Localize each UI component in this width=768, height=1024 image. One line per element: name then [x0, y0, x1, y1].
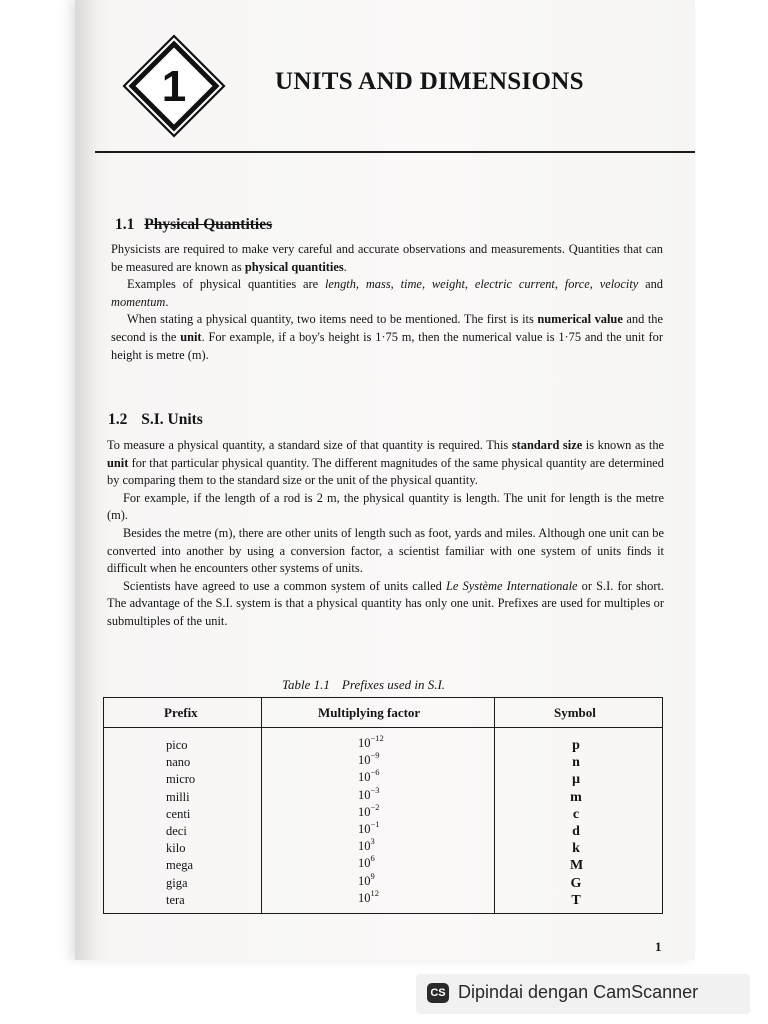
- factor-base: 10: [358, 804, 371, 819]
- text: .: [343, 259, 347, 274]
- table-caption-title: Prefixes used in S.I.: [341, 677, 446, 692]
- symbol-cell: G: [570, 875, 582, 891]
- factor-exponent: −3: [370, 784, 380, 795]
- prefix-cell: centi: [166, 806, 191, 821]
- term-le-systeme: Le Système Internationale: [446, 578, 578, 593]
- chapter-title: UNITS AND DIMENSIONS: [275, 68, 584, 95]
- factor-base: 10: [358, 856, 371, 871]
- paragraph: Examples of physical quantities are length, mass, time, weight, electric current, force, velocity and momentum.: [111, 277, 663, 309]
- text: . For example, if a boy's height is 1·75 m, then the numerical value is 1·75 and the unit for height is metre (m).: [111, 329, 663, 362]
- section-1-1-title: Physical Quantities: [144, 216, 273, 233]
- factor-exponent: −12: [370, 733, 384, 743]
- term-physical-quantities: physical quantities: [244, 259, 344, 274]
- table-divider: [261, 698, 262, 913]
- factor-exponent: 12: [370, 887, 379, 898]
- symbol-cell: T: [571, 892, 581, 908]
- header-multiplying-factor: Multiplying factor: [318, 705, 421, 720]
- header-prefix: Prefix: [164, 705, 198, 720]
- term: length: [324, 277, 356, 292]
- symbol-cell: M: [570, 858, 584, 874]
- table-caption-label: Table 1.1: [282, 677, 330, 692]
- text: When stating a physical quantity, two items need to be mentioned. The first is its: [127, 312, 538, 327]
- symbol-cell: c: [572, 806, 580, 822]
- table-header-rule: [104, 727, 662, 728]
- text: and the second is the: [111, 312, 663, 344]
- prefix-cell: mega: [166, 858, 194, 873]
- factor-exponent: −1: [370, 818, 380, 829]
- header-symbol: Symbol: [554, 705, 596, 720]
- chapter-number-badge: [121, 33, 227, 139]
- factor-base: 10: [358, 787, 371, 802]
- prefix-table: [103, 697, 663, 914]
- factor-exponent: −6: [370, 767, 380, 778]
- text: and: [638, 277, 663, 292]
- symbol-cell: p: [572, 738, 580, 753]
- symbol-cell: k: [572, 841, 580, 857]
- paragraph: For example, if the length of a rod is 2 m, the physical quantity is length. The unit for length is the metre (m).: [107, 490, 664, 523]
- factor-base: 10: [358, 753, 371, 768]
- prefix-column: [166, 737, 195, 909]
- factor-cell: [358, 887, 384, 907]
- factor-exponent: −9: [370, 750, 380, 761]
- camscanner-icon: CS: [427, 983, 449, 1003]
- symbol-cell: m: [570, 789, 582, 805]
- text: is known as the: [582, 438, 665, 452]
- camscanner-watermark: [416, 974, 750, 1014]
- term-unit: unit: [107, 455, 129, 470]
- term: momentum: [111, 294, 166, 309]
- prefix-cell: micro: [166, 772, 196, 787]
- factor-base: 10: [358, 736, 371, 750]
- section-1-2-number: 1.2: [108, 411, 128, 428]
- paragraph: [107, 578, 664, 631]
- term-standard-size: standard size: [511, 438, 583, 452]
- factor-exponent: 3: [370, 836, 375, 847]
- prefix-cell: tera: [166, 892, 185, 907]
- watermark-text: Dipindai dengan CamScanner: [458, 982, 699, 1002]
- text: or S.I. for short. The advantage of the S.I. system is that a physical quantity has only one unit. Prefixes are used for multiples or submultiples of the unit.: [107, 578, 664, 628]
- symbol-cell: n: [572, 755, 580, 771]
- text: To measure a physical quantity, a standard size of that quantity is required. This: [107, 438, 512, 452]
- section-1-1-number: 1.1: [115, 216, 135, 233]
- page-spine-shadow: [75, 0, 97, 960]
- table-divider: [494, 698, 495, 913]
- paragraph: [111, 311, 663, 364]
- section-1-2-title: S.I. Units: [141, 411, 203, 428]
- factor-base: 10: [358, 770, 371, 785]
- term-unit: unit: [180, 329, 202, 344]
- prefix-cell: giga: [166, 875, 188, 890]
- factor-base: 10: [358, 839, 371, 854]
- symbol-cell: µ: [571, 772, 581, 788]
- factor-exponent: 6: [370, 853, 375, 864]
- text: Examples of physical quantities are: [127, 277, 325, 292]
- diamond-icon: [121, 33, 227, 139]
- text: Scientists have agreed to use a common system of units called: [123, 578, 447, 593]
- factor-column: [358, 735, 384, 907]
- prefix-cell: pico: [166, 738, 188, 752]
- section-1-2-body: [107, 437, 664, 631]
- term: electric current: [474, 277, 555, 292]
- factor-exponent: 9: [370, 870, 375, 881]
- prefix-cell: kilo: [166, 841, 186, 856]
- symbol-column: [570, 737, 582, 909]
- term: velocity: [599, 277, 639, 292]
- factor-exponent: −2: [370, 801, 380, 812]
- text: .: [165, 294, 169, 309]
- header-rule: [95, 151, 695, 153]
- text: Physicists are required to make very careful and accurate observations and measurements. Quantities that can be measured are known as: [111, 242, 663, 274]
- prefix-cell: milli: [166, 789, 190, 804]
- section-1-1-heading: [115, 216, 272, 234]
- section-1-1-body: [111, 241, 663, 364]
- paragraph: [111, 241, 663, 276]
- factor-base: 10: [358, 890, 371, 905]
- factor-base: 10: [358, 873, 371, 888]
- term: force: [564, 277, 590, 292]
- symbol-cell: d: [572, 823, 580, 839]
- paragraph: Besides the metre (m), there are other units of length such as foot, yards and miles. Although one unit can be converted into another by using a conversion factor, a scientist familiar with one system of units finds it difficult when he encounters other systems of units.: [107, 525, 664, 576]
- term: weight: [431, 277, 465, 292]
- prefix-cell: nano: [166, 755, 191, 770]
- section-1-2-heading: [108, 411, 203, 429]
- prefix-cell: deci: [166, 823, 187, 838]
- table-caption: [282, 677, 445, 693]
- term: time: [400, 277, 422, 292]
- term: mass: [365, 277, 391, 292]
- text: for that particular physical quantity. The different magnitudes of the same physical quantity are determined by comparing them to the standard size or the unit of the physical quantity.: [107, 455, 664, 488]
- factor-base: 10: [358, 821, 371, 836]
- paragraph: [107, 437, 664, 490]
- term-numerical-value: numerical value: [537, 312, 623, 327]
- page-number: 1: [655, 939, 662, 954]
- chapter-number: 1: [161, 62, 187, 111]
